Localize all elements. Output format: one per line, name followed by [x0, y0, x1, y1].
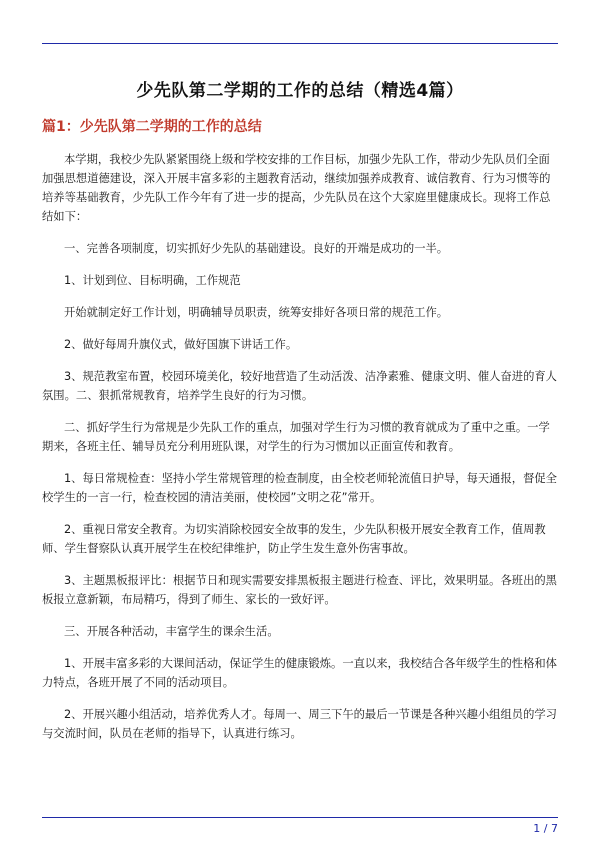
- header-rule: [42, 43, 558, 44]
- document-body: [42, 150, 558, 756]
- paragraph: 一、完善各项制度，切实抓好少先队的基础建设。良好的开端是成功的一半。: [64, 242, 449, 255]
- paragraph: 开始就制定好工作计划，明确辅导员职责，统筹安排好各项日常的规范工作。: [64, 306, 449, 319]
- paragraph: 3、主题黑板报评比：根据节日和现实需要安排黑板报主题进行检查、评比，效果明显。各班出的黑板报立意新颖，布局精巧，得到了师生、家长的一致好评。: [42, 574, 557, 606]
- section-heading: 篇1：少先队第二学期的工作的总结: [42, 119, 262, 135]
- paragraph: 二、抓好学生行为常规是少先队工作的重点，加强对学生行为习惯的教育就成为了重中之重。一学期来，各班主任、辅导员充分利用班队课，对学生的行为习惯加以正面宣传和教育。: [42, 421, 550, 453]
- page-indicator: 1 / 7: [533, 822, 558, 835]
- document-title: 少先队第二学期的工作的总结（精选4篇）: [136, 81, 464, 101]
- paragraph: 2、做好每周升旗仪式，做好国旗下讲话工作。: [64, 338, 298, 351]
- paragraph: 1、开展丰富多彩的大课间活动，保证学生的健康锻炼。一直以来，我校结合各年级学生的性格和体力特点，各班开展了不同的活动项目。: [42, 657, 557, 689]
- paragraph: 2、开展兴趣小组活动，培养优秀人才。每周一、周三下午的最后一节课是各种兴趣小组组员的学习与交流时间，队员在老师的指导下，认真进行练习。: [42, 708, 557, 740]
- paragraph: 三、开展各种活动，丰富学生的课余生活。: [64, 625, 279, 638]
- paragraph: 本学期，我校少先队紧紧围绕上级和学校安排的工作目标，加强少先队工作，带动少先队员们全面加强思想道德建设，深入开展丰富多彩的主题教育活动，继续加强养成教育、诚信教育、行为习惯等的培养等基础教育，少先队工作今年有了进一步的提高，少先队员在这个大家庭里健康成长。现将工作总结如下：: [42, 153, 551, 223]
- paragraph: 1、计划到位、目标明确，工作规范: [64, 274, 241, 287]
- paragraph: 3、规范教室布置，校园环境美化，较好地营造了生动活泼、洁净素雅、健康文明、催人奋进的育人氛围。二、狠抓常规教育，培养学生良好的行为习惯。: [42, 370, 557, 402]
- paragraph: 2、重视日常安全教育。为切实消除校园安全故事的发生，少先队积极开展安全教育工作，值周教师、学生督察队认真开展学生在校纪律维护，防止学生发生意外伤害事故。: [42, 523, 546, 555]
- footer-rule: [42, 817, 558, 818]
- paragraph: 1、每日常规检查：坚持小学生常规管理的检查制度，由全校老师轮流值日护导，每天通报，督促全校学生的一言一行，检查校园的清洁美丽，使校园”文明之花”常开。: [42, 472, 557, 504]
